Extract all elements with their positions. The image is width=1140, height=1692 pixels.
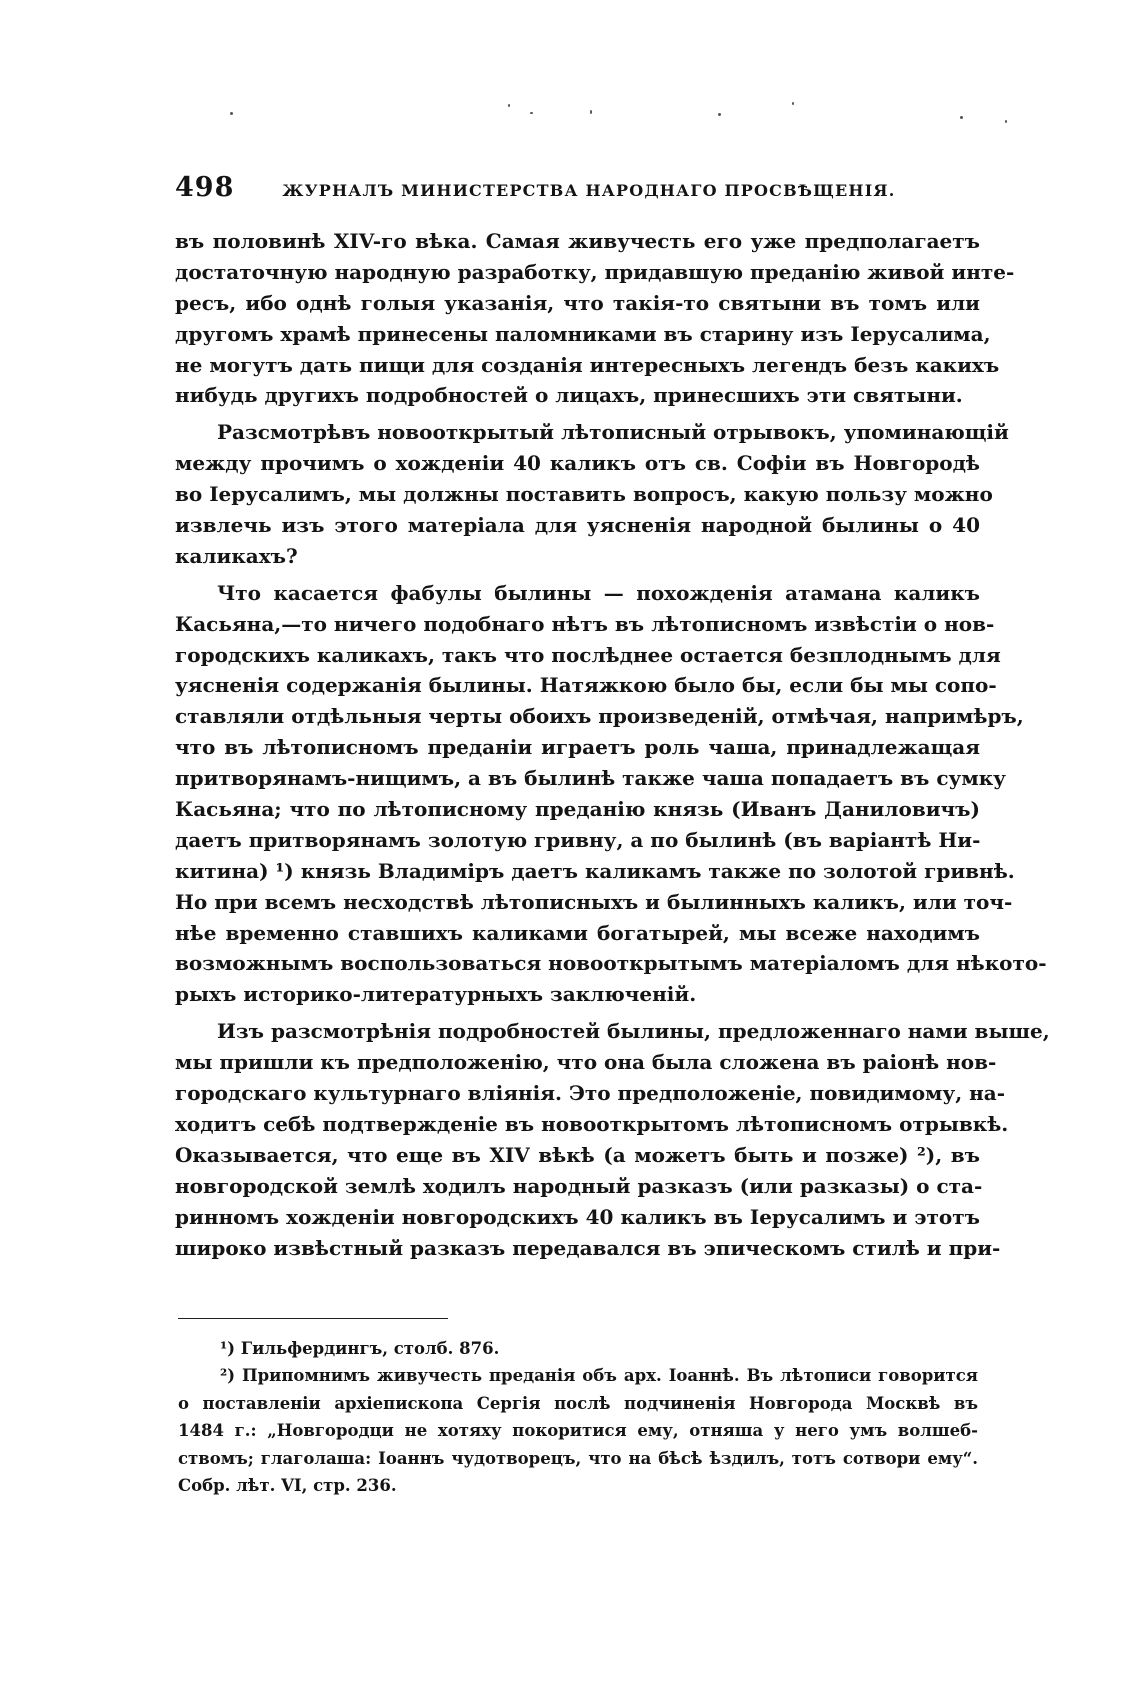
- paragraph: [175, 1016, 1050, 1263]
- scan-speck: [590, 110, 592, 114]
- text-line: не могутъ дать пищи для созданія интересныхъ легендъ безъ какихъ: [175, 352, 1000, 377]
- text-line: ринномъ хожденіи новгородскихъ 40 каликъ въ Іерусалимъ и этотъ: [175, 1204, 980, 1229]
- text-line: между прочимъ о хожденіи 40 каликъ отъ св. Софіи въ Новгородѣ: [175, 451, 980, 476]
- text-line: уясненія содержанія былины. Натяжкою было бы, если бы мы сопо-: [175, 673, 997, 698]
- text-line: Но при всемъ несходствѣ лѣтописныхъ и былинныхъ каликъ, или точ-: [175, 889, 1013, 914]
- text-line: достаточную народную разработку, придавшую преданію живой инте-: [175, 259, 1015, 284]
- text-line: притворянамъ-нищимъ, а въ былинѣ также чаша попадаетъ въ сумку: [175, 766, 1006, 791]
- text-line: ставляли отдѣльныя черты обоихъ произведеній, отмѣчая, напримѣръ,: [175, 704, 1024, 729]
- footnote-separator: [178, 1318, 448, 1319]
- text-line: каликахъ?: [175, 543, 298, 568]
- text-line: Изъ разсмотрѣнія подробностей былины, предложеннаго нами выше,: [217, 1019, 1050, 1044]
- text-line: рыхъ историко-литературныхъ заключеній.: [175, 982, 697, 1007]
- text-line: широко извѣстный разказъ передавался въ эпическомъ стилѣ и при-: [175, 1235, 1001, 1260]
- scan-speck: [530, 112, 533, 114]
- running-title: ЖУРНАЛЪ МИНИСТЕРСТВА НАРОДНАГО ПРОСВѢЩЕНІЯ.: [282, 181, 896, 200]
- text-line: другомъ храмѣ принесены паломниками въ старину изъ Іерусалима,: [175, 321, 991, 346]
- scan-speck: [792, 102, 794, 105]
- footnote: [178, 1362, 978, 1499]
- text-line: китина) ¹) князь Владиміръ даетъ каликамъ также по золотой гривнѣ.: [175, 858, 1015, 883]
- footnote-line: о поставленіи архіепископа Сергія послѣ подчиненія Новгорода Москвѣ въ: [178, 1393, 978, 1413]
- footnote-line: Собр. лѣт. VI, стр. 236.: [178, 1475, 397, 1495]
- text-line: въ половинѣ XIV-го вѣка. Самая живучесть его уже предполагаетъ: [175, 229, 980, 253]
- scan-speck: [960, 116, 963, 119]
- text-line: ресъ, ибо однѣ голыя указанія, что такія-то святыни въ томъ или: [175, 290, 980, 315]
- body-text: [175, 226, 1050, 1263]
- footnote: [178, 1335, 978, 1362]
- text-line: нѣе временно ставшихъ каликами богатырей, мы всеже находимъ: [175, 920, 980, 945]
- footnote-line: ²) Припомнимъ живучесть преданія объ арх. Іоаннѣ. Въ лѣтописи говорится: [220, 1366, 978, 1386]
- text-line: Что касается фабулы былины — похожденія атамана каликъ: [217, 580, 980, 605]
- scan-speck: [1005, 120, 1007, 123]
- page-header: [175, 172, 975, 203]
- text-line: нибудь другихъ подробностей о лицахъ, принесшихъ эти святыни.: [175, 383, 963, 408]
- text-line: ходитъ себѣ подтвержденіе въ новооткрытомъ лѣтописномъ отрывкѣ.: [175, 1111, 1009, 1136]
- text-line: что въ лѣтописномъ преданіи играетъ роль чаша, принадлежащая: [175, 735, 980, 760]
- text-line: городскаго культурнаго вліянія. Это предположеніе, повидимому, на-: [175, 1081, 1006, 1106]
- footnote-line: ¹) Гильфердингъ, столб. 876.: [220, 1339, 500, 1358]
- paragraph: [175, 578, 1047, 1010]
- text-line: Разсмотрѣвъ новооткрытый лѣтописный отрывокъ, упоминающій: [217, 420, 1009, 445]
- text-line: Касьяна; что по лѣтописному преданію князь (Иванъ Даниловичъ): [175, 797, 980, 822]
- text-line: извлечь изъ этого матеріала для уясненія народной былины о 40: [175, 513, 980, 538]
- text-line: Касьяна,—то ничего подобнаго нѣтъ въ лѣтописномъ извѣстіи о нов-: [175, 611, 995, 636]
- text-line: новгородской землѣ ходилъ народный разказъ (или разказы) о ста-: [175, 1173, 983, 1198]
- scan-speck: [230, 112, 233, 115]
- scan-speck: [508, 104, 510, 107]
- text-line: во Іерусалимъ, мы должны поставить вопросъ, какую пользу можно: [175, 482, 993, 507]
- text-line: городскихъ каликахъ, такъ что послѣднее остается безплоднымъ для: [175, 642, 1001, 667]
- text-line: мы пришли къ предположенію, что она была сложена въ раіонѣ нов-: [175, 1050, 997, 1075]
- footnote-line: 1484 г.: „Новгородци не хотяху покоритися ему, отняша у него умъ волшеб-: [178, 1421, 978, 1441]
- paragraph: [175, 226, 1015, 411]
- scan-speck: [718, 113, 721, 116]
- footnotes: [178, 1335, 978, 1499]
- page-number: 498: [175, 172, 235, 203]
- text-line: возможнымъ воспользоваться новооткрытымъ матеріаломъ для нѣкото-: [175, 951, 1047, 976]
- text-line: Оказывается, что еще въ XIV вѣкѣ (а можетъ быть и позже) ²), въ: [175, 1142, 980, 1167]
- text-line: даетъ притворянамъ золотую гривну, а по былинѣ (въ варіантѣ Ни-: [175, 827, 981, 852]
- footnote-line: ствомъ; глаголаша: Іоаннъ чудотворецъ, что на бѣсѣ ѣздилъ, тотъ сотвори ему“.: [178, 1448, 978, 1468]
- paragraph: [175, 417, 1009, 571]
